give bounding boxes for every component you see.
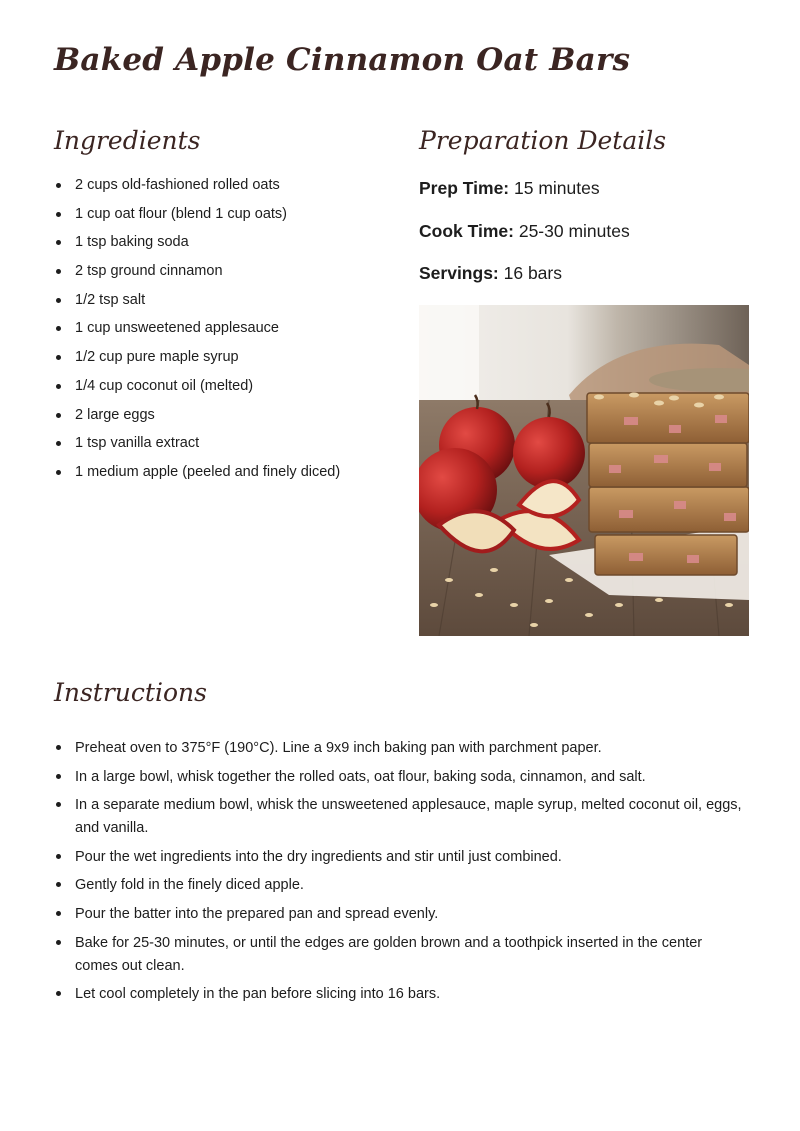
ingredients-heading: Ingredients xyxy=(54,126,201,155)
instruction-step: Pour the wet ingredients into the dry ingredients and stir until just combined. xyxy=(54,846,744,869)
servings xyxy=(419,262,749,284)
cook-time-label: Cook Time: xyxy=(419,220,514,241)
ingredient-item: 1/4 cup coconut oil (melted) xyxy=(54,376,394,396)
instruction-step: Gently fold in the finely diced apple. xyxy=(54,874,744,897)
prep-time-label: Prep Time: xyxy=(419,178,510,198)
cook-time xyxy=(419,220,749,242)
instructions-list xyxy=(54,737,744,1006)
ingredient-item: 2 tsp ground cinnamon xyxy=(54,261,394,281)
instruction-step: In a large bowl, whisk together the rolled oats, oat flour, baking soda, cinnamon, and salt. xyxy=(54,766,744,789)
cook-time-value: 25-30 minutes xyxy=(518,220,630,241)
oat-bars-illustration xyxy=(419,305,749,636)
instruction-step: Bake for 25-30 minutes, or until the edges are golden brown and a toothpick inserted in the center comes out clean. xyxy=(54,932,744,978)
ingredients-list xyxy=(54,175,394,482)
ingredient-item: 1 medium apple (peeled and finely diced) xyxy=(54,462,394,482)
ingredient-item: 1/2 tsp salt xyxy=(54,290,394,310)
ingredients-section xyxy=(54,126,394,491)
oat-bars-photo xyxy=(419,305,749,636)
ingredient-item: 2 large eggs xyxy=(54,405,394,425)
prep-time-value: 15 minutes xyxy=(514,178,600,198)
instruction-step: Preheat oven to 375°F (190°C). Line a 9x9 inch baking pan with parchment paper. xyxy=(54,737,744,760)
servings-value: 16 bars xyxy=(503,263,562,284)
preparation-section xyxy=(419,126,749,305)
instruction-step: Pour the batter into the prepared pan and spread evenly. xyxy=(54,903,744,926)
instruction-step: Let cool completely in the pan before slicing into 16 bars. xyxy=(54,983,744,1006)
preparation-details xyxy=(419,177,749,284)
preparation-heading: Preparation Details xyxy=(419,126,667,155)
ingredient-item: 1 cup oat flour (blend 1 cup oats) xyxy=(54,204,394,224)
instructions-section xyxy=(54,678,744,1012)
ingredient-item: 1/2 cup pure maple syrup xyxy=(54,347,394,367)
servings-label: Servings: xyxy=(419,263,499,284)
instruction-step: In a separate medium bowl, whisk the unsweetened applesauce, maple syrup, melted coconut oil, eggs, and vanilla. xyxy=(54,794,744,840)
ingredient-item: 1 tsp vanilla extract xyxy=(54,433,394,453)
prep-time xyxy=(419,177,749,199)
ingredient-item: 1 cup unsweetened applesauce xyxy=(54,318,394,338)
ingredient-item: 1 tsp baking soda xyxy=(54,232,394,252)
page-title: Baked Apple Cinnamon Oat Bars xyxy=(54,42,631,78)
instructions-heading: Instructions xyxy=(54,678,207,707)
ingredient-item: 2 cups old-fashioned rolled oats xyxy=(54,175,394,195)
